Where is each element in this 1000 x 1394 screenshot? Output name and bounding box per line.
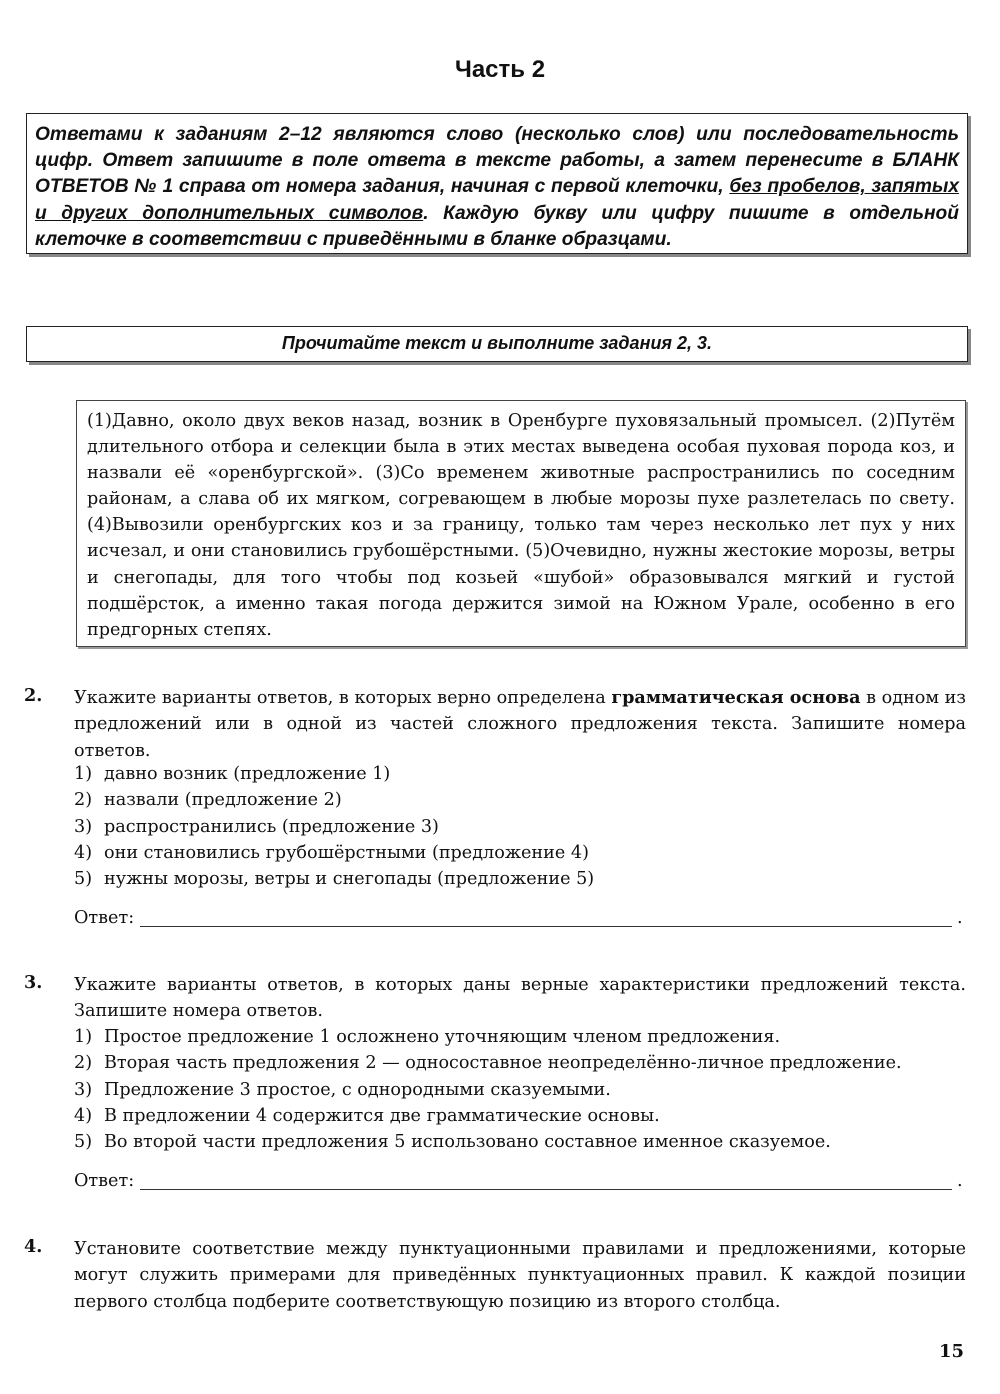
option-text: Во второй части предложения 5 использовано составное именное сказуемое.: [104, 1132, 831, 1153]
question-text: Укажите варианты ответов, в которых даны верные характеристики предложений текста. Запишите номера ответов.: [74, 975, 966, 1022]
option-item: [74, 1050, 966, 1076]
option-item: [74, 866, 966, 892]
option-item: [74, 1077, 966, 1103]
option-item: [74, 787, 966, 813]
option-number: 1): [74, 1027, 93, 1047]
answer-field[interactable]: [74, 1171, 966, 1197]
option-text: В предложении 4 содержится две грамматические основы.: [104, 1105, 660, 1126]
answer-label: Ответ:: [74, 1171, 135, 1191]
page-title: Часть 2: [454, 56, 546, 83]
instructions-box: [26, 113, 968, 254]
answer-end-dot: .: [957, 1171, 963, 1191]
option-item: [74, 814, 966, 840]
option-number: 5): [74, 869, 93, 890]
question-text: Установите соответствие между пунктуационными правилами и предложениями, которые могут служить примерами для приведённых пунктуационных правил. К каждой позиции первого столбца подберите соответствующую позицию из второго столбца.: [74, 1239, 966, 1312]
question-number: 2.: [24, 685, 43, 706]
option-text: Вторая часть предложения 2 — односоставное неопределённо-личное предложение.: [104, 1053, 902, 1074]
options-list: [74, 761, 966, 892]
option-item: [74, 761, 966, 787]
question-number: 4.: [24, 1236, 43, 1257]
instructions-underlined-text: без пробелов, запятых и других дополнительных символов: [35, 176, 960, 224]
option-number: 4): [74, 842, 93, 863]
option-number: 4): [74, 1105, 93, 1126]
option-number: 5): [74, 1132, 93, 1153]
question-text: [74, 685, 966, 764]
instructions-text-end: . Каждую букву или цифру пишите в отдельной клеточке в соответствии с приведёнными в бланке образцами.: [35, 202, 959, 250]
answer-line[interactable]: [140, 926, 952, 927]
answer-label: Ответ:: [74, 908, 135, 928]
option-number: 3): [74, 1079, 93, 1100]
option-text: Простое предложение 1 осложнено уточняющим членом предложения.: [104, 1027, 781, 1047]
read-task-box: Прочитайте текст и выполните задания 2, 3.: [26, 326, 968, 362]
option-number: 2): [74, 790, 93, 811]
question-text-start: Укажите варианты ответов, в которых верно определена: [74, 688, 612, 708]
option-text: нужны морозы, ветры и снегопады (предложение 5): [104, 869, 595, 890]
option-text: распространились (предложение 3): [104, 816, 439, 837]
option-number: 2): [74, 1053, 93, 1074]
option-number: 1): [74, 764, 93, 784]
instructions-text: Ответами к заданиям 2–12 являются слово (несколько слов) или последовательность цифр. Ответ запишите в поле ответа в тексте работы, а затем перенесите в БЛАНК ОТВЕТОВ № 1 справа от номера задания, начиная с первой клеточки,: [35, 124, 959, 198]
option-item: [74, 1129, 966, 1155]
question-number: 3.: [24, 972, 43, 993]
question-text-end: в одном из предложений или в одной из частей сложного предложения текста. Запишите номера ответов.: [74, 688, 966, 761]
option-text: Предложение 3 простое, с однородными сказуемыми.: [104, 1079, 611, 1100]
option-text: назвали (предложение 2): [104, 790, 342, 811]
reading-passage: (1)Давно, около двух веков назад, возник в Оренбурге пуховязальный промысел. (2)Путём длительного отбора и селекции была в этих местах выведена особая пуховая порода коз, и назвали её «оренбургской». (3)Со временем животные распространились по соседним районам, а слава об их мягком, согревающем в любые морозы пухе разлетелась по свету. (4)Вывозили оренбургских коз и за границу, только там через несколько лет пух у них исчезал, и они становились грубошёрстными. (5)Очевидно, нужны жестокие морозы, ветры и снегопады, для того чтобы под козьей «шубой» образовывался мягкий и густой подшёрсток, а именно такая погода держится зимой на Южном Урале, особенно в его предгорных степях.: [76, 400, 966, 647]
options-list: [74, 1024, 966, 1155]
option-text: они становились грубошёрстными (предложение 4): [104, 842, 589, 863]
page-number: 15: [939, 1341, 965, 1362]
question-text-bold: грамматическая основа: [611, 687, 861, 708]
option-item: [74, 1024, 966, 1050]
option-text: давно возник (предложение 1): [104, 764, 391, 784]
option-item: [74, 840, 966, 866]
answer-line[interactable]: [140, 1189, 952, 1190]
option-number: 3): [74, 816, 93, 837]
answer-end-dot: .: [957, 908, 963, 928]
option-item: [74, 1103, 966, 1129]
answer-field[interactable]: [74, 908, 966, 934]
